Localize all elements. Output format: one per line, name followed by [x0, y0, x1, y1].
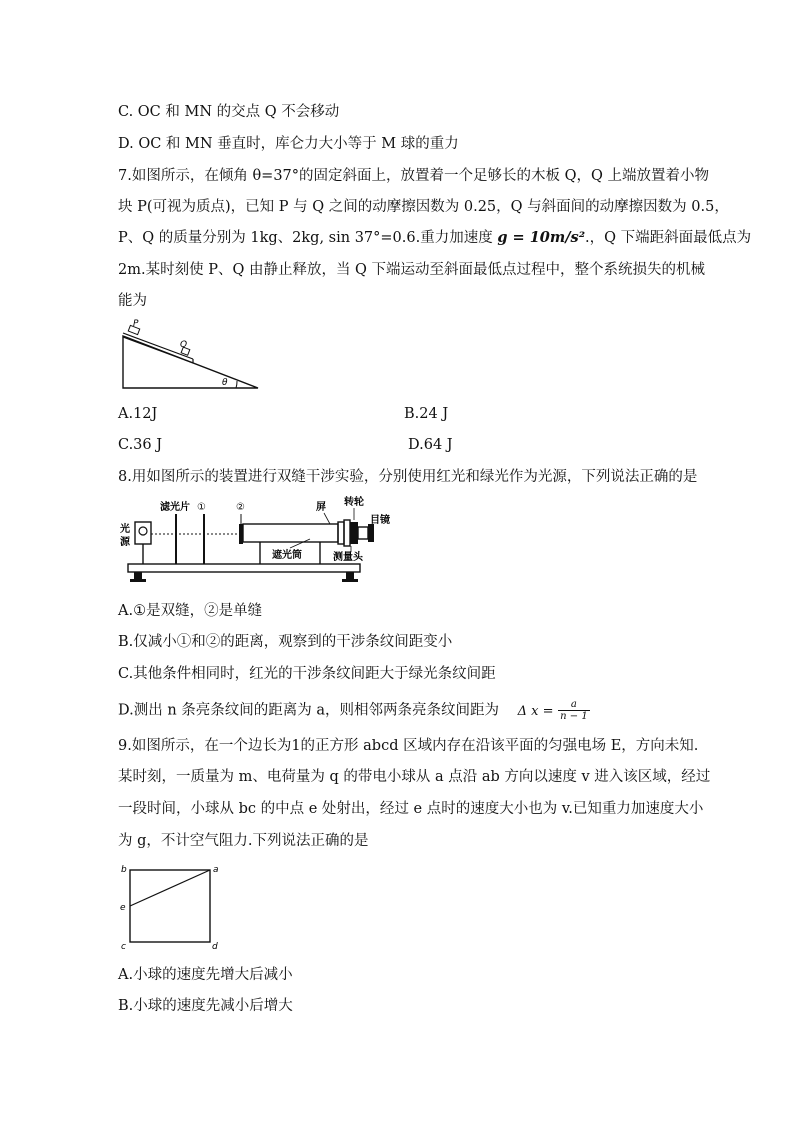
q9-option-b: B.小球的速度先减小后增大 [118, 998, 293, 1014]
q9-square-figure [118, 860, 228, 952]
path-ae [130, 870, 210, 906]
q8-interference-apparatus [120, 494, 395, 586]
label-q: Q [180, 340, 188, 350]
q9-option-a: A.小球的速度先增大后减小 [118, 967, 293, 983]
q8-stem: 8.用如图所示的装置进行双缝干涉实验，分别使用红光和绿光作为光源，下列说法正确的是 [118, 469, 698, 485]
q8-formula-fraction [558, 699, 590, 722]
q7-gravity-formula: g = 10m/s² [497, 229, 586, 246]
label-p: P [133, 319, 139, 329]
label-e: e [120, 903, 126, 913]
q6-option-c: C. OC 和 MN 的交点 Q 不会移动 [118, 104, 340, 120]
q9-stem-line3: 一段时间，小球从 bc 的中点 e 处射出，经过 e 点时的速度大小也为 v.已知重力加速度大小 [118, 801, 704, 817]
label-head: 测量头 [333, 552, 363, 563]
label-filter: 滤光片 [160, 502, 190, 513]
label-b: b [121, 865, 127, 875]
q7-stem-line3 [118, 228, 751, 248]
label-tube: 遮光筒 [272, 550, 302, 561]
q9-stem-line2: 某时刻，一质量为 m、电荷量为 q 的带电小球从 a 点沿 ab 方向以速度 v 进入该区域，经过 [118, 769, 711, 785]
label-slit1: ① [197, 502, 206, 513]
label-wheel: 转轮 [344, 497, 364, 508]
q7-incline-figure [118, 318, 268, 392]
q7-stem-line1: 7.如图所示，在倾角 θ=37°的固定斜面上，放置着一个足够长的木板 Q，Q 上端放置着小物 [118, 168, 710, 184]
q8-option-a: A.①是双缝，②是单缝 [118, 603, 263, 619]
q7-option-a: A.12J [118, 406, 158, 422]
label-c: c [121, 942, 126, 952]
eyepiece [368, 524, 374, 542]
q8-option-c: C.其他条件相同时，红光的干涉条纹间距大于绿光条纹间距 [118, 666, 496, 682]
q7-stem-line5: 能为 [118, 293, 147, 309]
label-light-2: 源 [120, 537, 130, 548]
q7-stem-line3-tail: .，Q 下端距斜面最低点为 [585, 230, 752, 246]
q7-stem-line3-text: P、Q 的质量分别为 1kg、2kg, sin 37°=0.6.重力加速度 [118, 230, 493, 246]
label-d: d [212, 942, 218, 952]
q7-option-d: D.64 J [408, 437, 453, 453]
light-source-box [135, 522, 151, 544]
q8-formula-lhs: Δ x = [517, 703, 554, 719]
q8-formula-numerator: a [558, 699, 590, 711]
label-light-1: 光 [120, 524, 130, 535]
rail [128, 564, 360, 572]
q7-option-b: B.24 J [404, 406, 449, 422]
q7-option-c: C.36 J [118, 437, 163, 453]
label-a: a [213, 865, 219, 875]
shade-tube [243, 524, 338, 542]
q8-option-d-text: D.测出 n 条亮条纹间的距离为 a，则相邻两条亮条纹间距为 [118, 702, 500, 719]
label-slit2: ② [236, 502, 245, 513]
q8-option-d [118, 699, 590, 722]
q7-stem-line4: 2m.某时刻使 P、Q 由静止释放，当 Q 下端运动至斜面最低点过程中，整个系统损失的机械 [118, 262, 706, 278]
q9-stem-line4: 为 g，不计空气阻力.下列说法正确的是 [118, 833, 369, 849]
label-theta: θ [222, 378, 228, 388]
label-eyepiece: 目镜 [370, 515, 390, 526]
q6-option-d: D. OC 和 MN 垂直时，库仑力大小等于 M 球的重力 [118, 136, 459, 152]
q9-stem-line1: 9.如图所示，在一个边长为1的正方形 abcd 区域内存在沿该平面的匀强电场 E，方向未知. [118, 738, 699, 754]
q8-option-b: B.仅减小①和②的距离，观察到的干涉条纹间距变小 [118, 634, 453, 650]
wheel [350, 522, 358, 544]
square-abcd [130, 870, 210, 942]
q8-formula-denominator: n − 1 [560, 711, 588, 722]
label-screen: 屏 [316, 502, 326, 513]
q7-stem-line2: 块 P(可视为质点)，已知 P 与 Q 之间的动摩擦因数为 0.25，Q 与斜面间的动摩擦因数为 0.5， [118, 199, 729, 215]
